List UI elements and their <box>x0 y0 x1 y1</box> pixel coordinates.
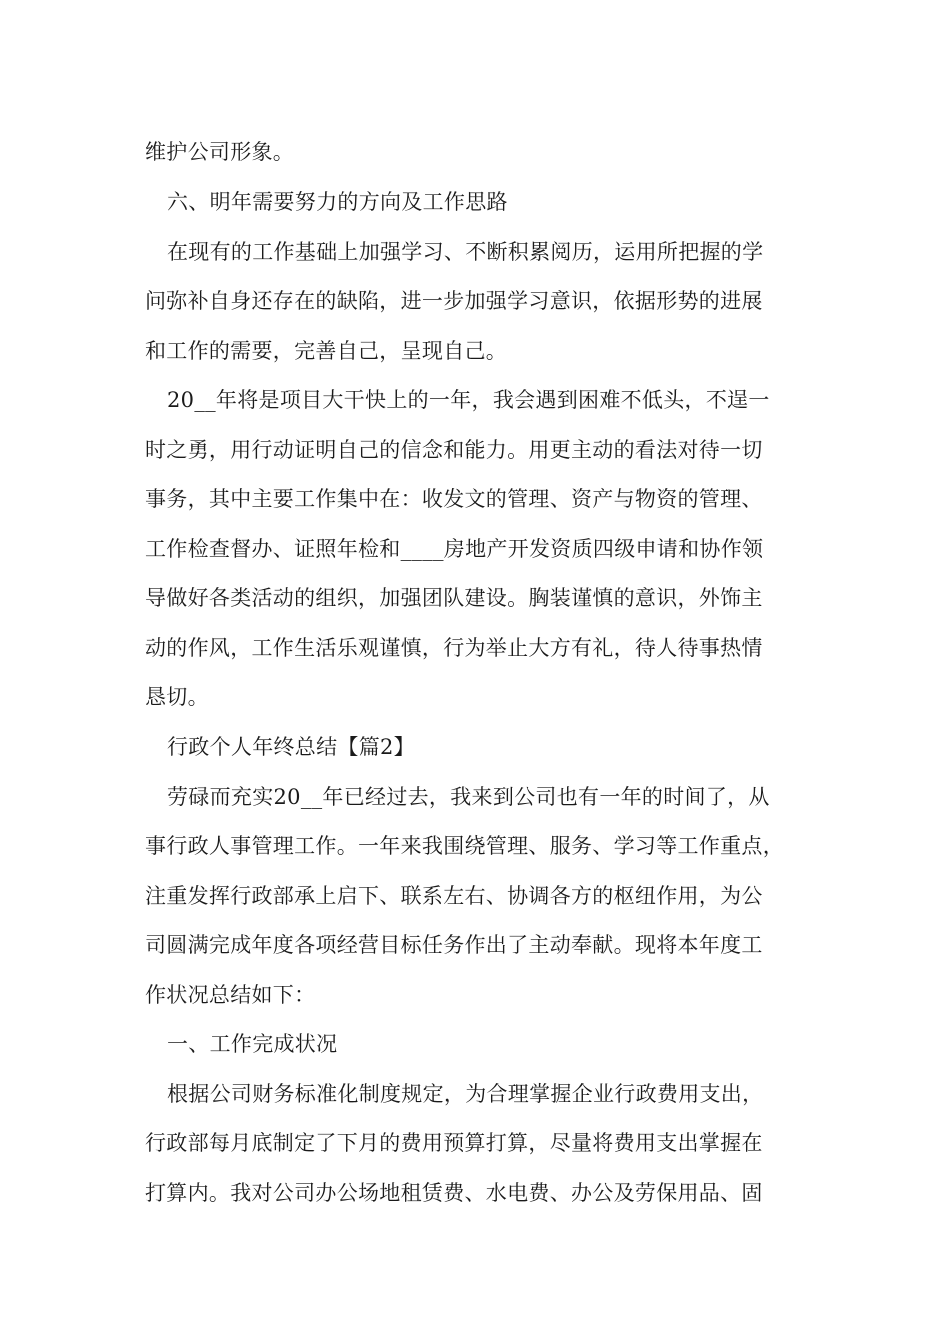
text-line: 行政部每月底制定了下月的费用预算打算，尽量将费用支出掌握在 <box>145 1131 763 1155</box>
section-heading: 一、工作完成状况 <box>167 1032 338 1056</box>
text-line: 劳碌而充实20__年已经过去，我来到公司也有一年的时间了，从 <box>167 785 770 809</box>
text-line: 导做好各类活动的组织，加强团队建设。胸装谨慎的意识，外饰主 <box>145 586 763 610</box>
text-line: 在现有的工作基础上加强学习、不断积累阅历，运用所把握的学 <box>167 240 764 264</box>
text-line: 工作检查督办、证照年检和____房地产开发资质四级申请和协作领 <box>145 537 764 561</box>
text-line: 事行政人事管理工作。一年来我围绕管理、服务、学习等工作重点， <box>145 834 784 858</box>
section-heading: 六、明年需要努力的方向及工作思路 <box>167 190 508 214</box>
text-line: 注重发挥行政部承上启下、联系左右、协调各方的枢纽作用，为公 <box>145 884 763 908</box>
text-line: 司圆满完成年度各项经营目标任务作出了主动奉献。现将本年度工 <box>145 933 763 957</box>
section-heading: 行政个人年终总结【篇2】 <box>167 735 415 759</box>
text-line: 作状况总结如下： <box>145 983 316 1007</box>
text-line: 维护公司形象。 <box>145 140 295 164</box>
text-line: 打算内。我对公司办公场地租赁费、水电费、办公及劳保用品、固 <box>145 1181 763 1205</box>
text-line: 动的作风，工作生活乐观谨慎，行为举止大方有礼，待人待事热情 <box>145 636 763 660</box>
text-line: 时之勇，用行动证明自己的信念和能力。用更主动的看法对待一切 <box>145 438 763 462</box>
text-line: 恳切。 <box>145 685 209 709</box>
text-line: 根据公司财务标准化制度规定，为合理掌握企业行政费用支出， <box>167 1082 764 1106</box>
text-line: 事务，其中主要工作集中在：收发文的管理、资产与物资的管理、 <box>145 487 763 511</box>
text-line: 问弥补自身还存在的缺陷，进一步加强学习意识，依据形势的进展 <box>145 289 763 313</box>
text-line: 20__年将是项目大干快上的一年，我会遇到困难不低头，不逞一 <box>167 388 770 412</box>
text-line: 和工作的需要，完善自己，呈现自己。 <box>145 339 508 363</box>
